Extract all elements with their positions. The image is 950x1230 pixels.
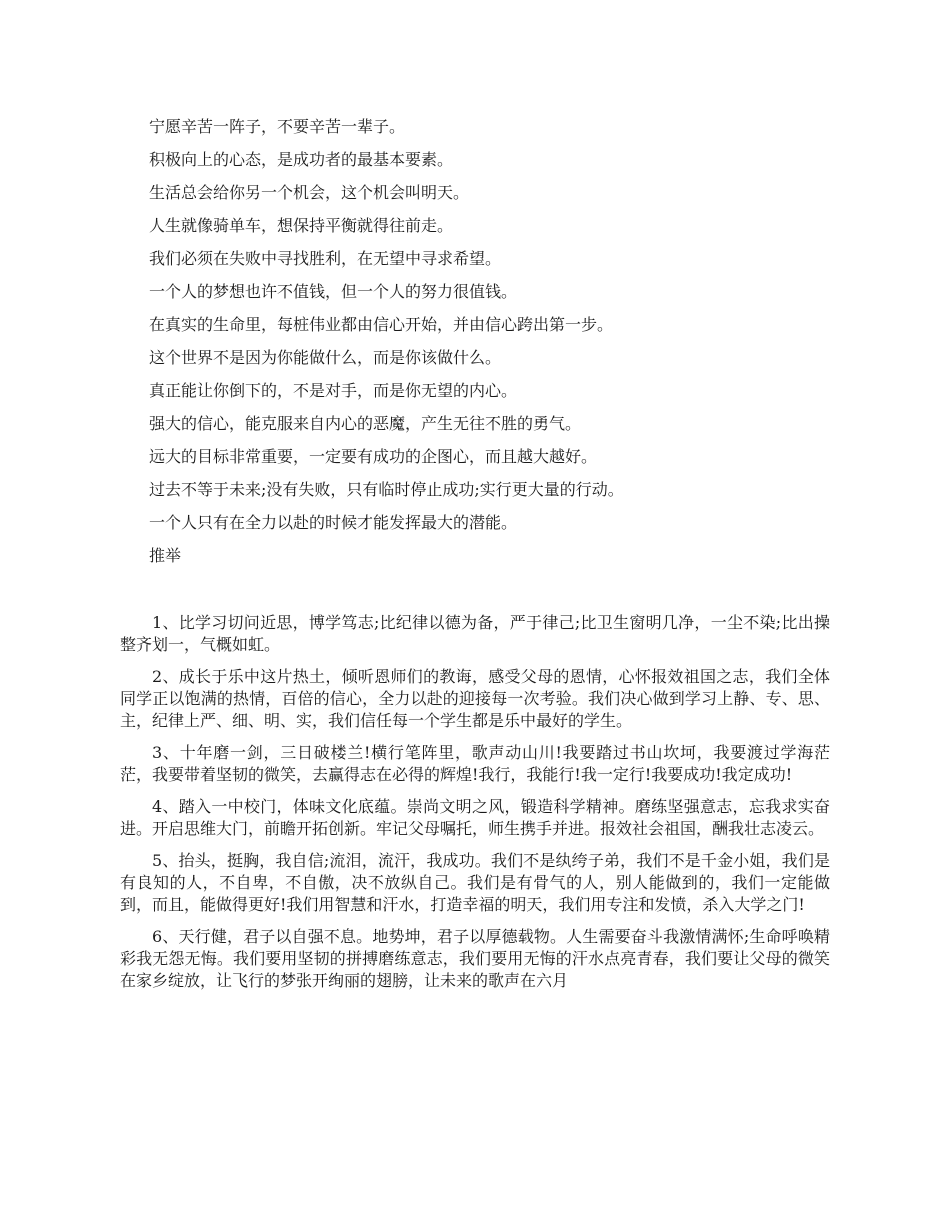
paragraph: 4、踏入一中校门，体味文化底蕴。崇尚文明之风，锻造科学精神。磨练坚强意志，忘我求实奋进。开启思维大门，前瞻开拓创新。牢记父母嘱托，师生携手并进。报效社会祖国，酬我壮志凌云。	[120, 797, 830, 838]
paragraph: 2、成长于乐中这片热土，倾听恩师们的教诲，感受父母的恩情，心怀报效祖国之志，我们全体同学正以饱满的热情，百倍的信心，全力以赴的迎接每一次考验。我们决心做到学习上静、专、思、主，纪律上严、细、明、实，我们信任每一个学生都是乐中最好的学生。	[120, 667, 830, 730]
quote-line: 宁愿辛苦一阵子，不要辛苦一辈子。	[149, 117, 406, 136]
paragraph: 1、比学习切问近思，博学笃志;比纪律以德为备，严于律己;比卫生窗明几净，一尘不染;比出操整齐划一，气概如虹。	[120, 613, 830, 654]
quote-line: 一个人的梦想也许不值钱，但一个人的努力很值钱。	[149, 282, 518, 301]
numbered-paragraphs	[120, 612, 830, 1002]
paragraph: 6、天行健，君子以自强不息。地势坤，君子以厚德载物。人生需要奋斗我激情满怀;生命呼唤精彩我无怨无悔。我们要用坚韧的拼搏磨练意志，我们要用无悔的汗水点亮青春，我们要让父母的微笑在家乡绽放，让飞行的梦张开绚丽的翅膀，让未来的歌声在六月	[120, 927, 830, 990]
quote-list	[149, 110, 829, 572]
quote-line: 真正能让你倒下的，不是对手，而是你无望的内心。	[149, 381, 518, 400]
quote-line: 这个世界不是因为你能做什么，而是你该做什么。	[149, 348, 502, 367]
paragraph: 3、十年磨一剑，三日破楼兰!横行笔阵里，歌声动山川!我要踏过书山坎坷，我要渡过学海茫茫，我要带着坚韧的微笑，去赢得志在必得的辉煌!我行，我能行!我一定行!我要成功!我定成功!	[120, 743, 830, 784]
quote-line: 积极向上的心态，是成功者的最基本要素。	[149, 150, 454, 169]
quote-line: 远大的目标非常重要，一定要有成功的企图心，而且越大越好。	[149, 447, 598, 466]
quote-line: 人生就像骑单车，想保持平衡就得往前走。	[149, 216, 454, 235]
quote-line: 生活总会给你另一个机会，这个机会叫明天。	[149, 183, 470, 202]
quote-line: 我们必须在失败中寻找胜利，在无望中寻求希望。	[149, 249, 502, 268]
quote-line: 强大的信心，能克服来自内心的恶魔，产生无往不胜的勇气。	[149, 414, 582, 433]
quote-line: 在真实的生命里，每桩伟业都由信心开始，并由信心跨出第一步。	[149, 315, 614, 334]
section-heading: 推举	[149, 546, 182, 565]
paragraph: 5、抬头，挺胸，我自信;流泪，流汗，我成功。我们不是纨绔子弟，我们不是千金小姐，我们是有良知的人，不自卑，不自傲，决不放纵自己。我们是有骨气的人，别人能做到的，我们一定能做到，而且，能做得更好!我们用智慧和汗水，打造幸福的明天，我们用专注和发愤，杀入大学之门!	[120, 851, 830, 914]
quote-line: 一个人只有在全力以赴的时候才能发挥最大的潜能。	[149, 513, 518, 532]
quote-line: 过去不等于未来;没有失败，只有临时停止成功;实行更大量的行动。	[149, 480, 624, 499]
